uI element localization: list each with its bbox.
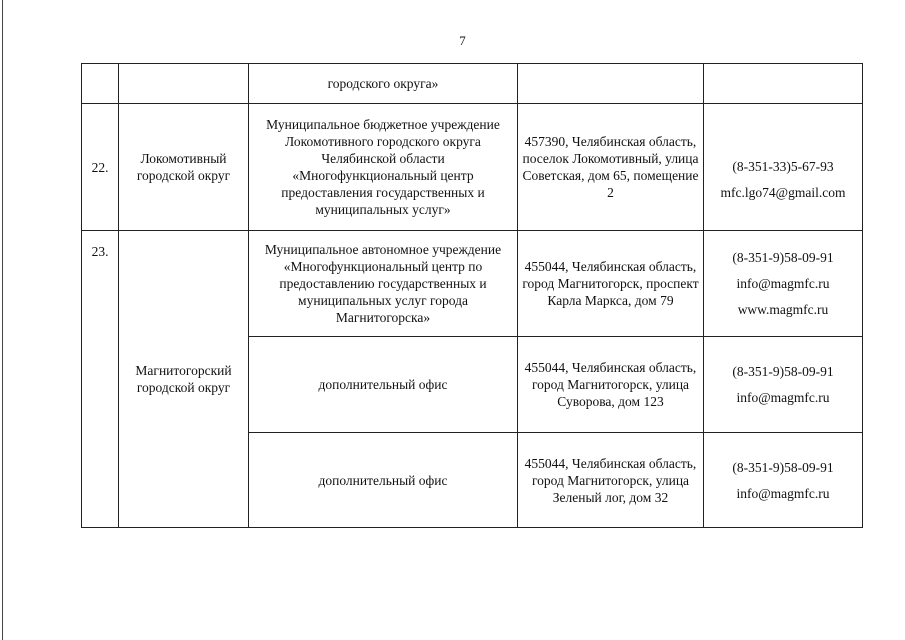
cell-organization: дополнительный офис: [249, 433, 518, 528]
email-address: info@magmfc.ru: [736, 276, 830, 291]
table-row-22: [82, 104, 863, 231]
cell-organization: дополнительный офис: [249, 337, 518, 433]
cell-address-empty: [518, 64, 704, 104]
cell-organization: Муниципальное автономное учреждение «Многофункциональный центр по предоставлению государственных и муниципальных услуг города Магнитогорска»: [249, 231, 518, 337]
cell-contact-empty: [704, 64, 863, 104]
cell-address: 455044, Челябинская область, город Магнитогорск, проспект Карла Маркса, дом 79: [518, 231, 704, 337]
cell-address: 455044, Челябинская область, город Магнитогорск, улица Суворова, дом 123: [518, 337, 704, 433]
email-address: mfc.lgo74@gmail.com: [720, 184, 846, 200]
cell-region: Локомотивный городской округ: [119, 104, 249, 231]
mfc-table: [81, 63, 863, 528]
cell-contacts: [704, 104, 863, 231]
cell-row-number: 22.: [82, 104, 119, 231]
cell-region: Магнитогорский городской округ: [119, 231, 249, 528]
email-address: info@magmfc.ru: [736, 390, 830, 405]
cell-num-empty: [82, 64, 119, 104]
website-address: www.magmfc.ru: [737, 302, 829, 317]
phone-number: (8-351-9)58-09-91: [732, 364, 834, 379]
table-row-23-main: [82, 231, 863, 337]
page-number: 7: [459, 33, 466, 48]
email-address: info@magmfc.ru: [736, 485, 830, 501]
cell-address: 457390, Челябинская область, поселок Локомотивный, улица Советская, дом 65, помещение 2: [518, 104, 704, 231]
cell-contacts: [704, 231, 863, 337]
phone-number: (8-351-33)5-67-93: [732, 158, 834, 174]
cell-row-number: 23.: [82, 231, 119, 528]
scan-edge-line: [2, 0, 3, 640]
cell-organization: Муниципальное бюджетное учреждение Локомотивного городского округа Челябинской области «Многофункциональный центр предоставления государственных и муниципальных услуг»: [249, 104, 518, 231]
phone-number: (8-351-9)58-09-91: [732, 250, 834, 265]
cell-contacts: [704, 337, 863, 433]
cell-org-continuation: городского округа»: [249, 64, 518, 104]
cell-contacts: [704, 433, 863, 528]
cell-address: 455044, Челябинская область, город Магнитогорск, улица Зеленый лог, дом 32: [518, 433, 704, 528]
cell-region-empty: [119, 64, 249, 104]
table-row-continuation: [82, 64, 863, 104]
phone-number: (8-351-9)58-09-91: [732, 459, 834, 475]
